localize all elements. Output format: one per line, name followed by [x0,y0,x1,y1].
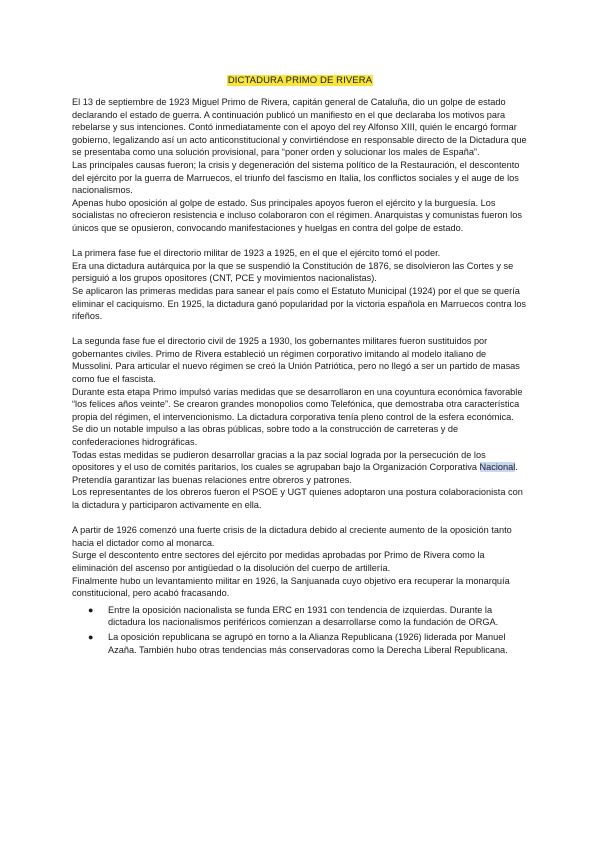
paragraph: A partir de 1926 comenzó una fuerte crisis de la dictadura debido al creciente aumento de la oposición tanto hacia el dictador como al monarca. [72,525,512,548]
spacer [72,323,528,336]
paragraph: Durante esta etapa Primo impulsó varias medidas que se desarrollaron en una coyuntura económica favorable “los felices años veinte”. Se crearon grandes monopolios como Telefónica, que demostraba otra característica propia del régimen, el intervencionismo. La dictadura corporativa tenía pleno control de la esfera económica. [72,386,523,422]
paragraph: Las principales causas fueron; la crisis y degeneración del sistema político de la Restauración, el descontento del ejército por la guerra de Marruecos, el triunfo del fascismo en Italia, los conflictos sociales y el auge de los nacionalismos. [72,159,520,196]
spacer [72,235,528,248]
list-item-text: Entre la oposición nacionalista se funda ERC en 1931 con tendencia de izquierdas. Durante la dictadura los nacionalismos periféricos comienzan a desarrollarse como la fundación de ORGA. [108,604,499,628]
paragraph: Los representantes de los obreros fueron el PSOE y UGT quienes adoptaron una postura colaboracionista con la dictadura y participaron activamente en ella. [72,487,523,510]
paragraph-with-highlight [72,449,528,487]
paragraph: La primera fase fue el directorio militar de 1923 a 1925, en el que el ejército tomó el poder. [72,248,441,259]
title-wrap [72,70,528,88]
paragraph: Se dio un notable impulso a las obras públicas, sobre todo a la construcción de carreteras y de confederaciones hidrográficas. [72,424,459,448]
bullet-list [72,604,528,656]
section-second-phase [72,335,528,511]
highlighted-text[interactable]: Nacional [479,462,516,473]
list-item [88,631,528,656]
paragraph: Apenas hubo oposición al golpe de estado. Sus principales apoyos fueron el ejército y la burguesía. Los socialistas no ofrecieron resistencia e incluso colaboraron con el régimen. Anarquistas y comunistas fueron los únicos que se opusieron, convocando manifestaciones y huelgas en contra del golpe de estado. [72,197,522,233]
paragraph: El 13 de septiembre de 1923 Miguel Primo de Rivera, capitán general de Cataluña, dio un golpe de estado declarando el estado de guerra. A continuación publicó un manifiesto en el que declaraba los motivos para rebelarse y sus intenciones. Contó inmediatamente con el apoyo del rey Alfonso XIII, quién le encargó formar gobierno, legalizando así un acto anticonstitucional y convirtiéndose en responsable directo de la Dictadura que se presentaba como una solución provisional, para “poner orden y solucionar los males de España”. [72,97,527,158]
paragraph: La segunda fase fue el directorio civil de 1925 a 1930, los gobernantes militares fueron sustituidos por gobernantes civiles. Primo de Rivera estableció un régimen corporativo imitando al modelo italiano de Mussolini. Para articular el nuevo régimen se creó la Unión Patriótica, pero no llegó a ser un partido de masas como fue el fascista. [72,336,520,385]
spacer [72,512,528,525]
paragraph: Finalmente hubo un levantamiento militar en 1926, la Sanjuanada cuyo objetivo era recuperar la monarquía constitucional, pero acabó fracasando. [72,575,510,599]
list-item-text: La oposición republicana se agrupó en torno a la Alianza Republicana (1926) liderada por Manuel Azaña. También hubo otras tendencias más conservadoras como la Derecha Liberal Republicana. [108,631,508,655]
document-title: DICTADURA PRIMO DE RIVERA [227,75,373,86]
bullet-icon: ● [88,604,94,615]
section-intro [72,96,528,235]
text-run: . Pretendía garantizar las buenas relaciones entre obreros y patrones. [72,462,518,485]
section-crisis [72,524,528,656]
paragraph: Surge el descontento entre sectores del ejército por medidas aprobadas por Primo de Rivera como la eliminación del ascenso por antigüedad o la disolución del cuerpo de artillería. [72,550,485,573]
paragraph: Se aplicaron las primeras medidas para sanear el país como el Estatuto Municipal (1924) por el que se quería eliminar el caciquismo. En 1925, la dictadura ganó popularidad por la victoria española en Marruecos contra los rifeños. [72,285,527,322]
bullet-icon: ● [88,631,94,642]
paragraph: Era una dictadura autárquica por la que se suspendió la Constitución de 1876, se disolvieron las Cortes y se persiguió a los grupos opositores (CNT, PCE y movimientos nacionalistas). [72,260,514,284]
section-first-phase [72,247,528,323]
text-run: Todas estas medidas se pudieron desarrollar gracias a la paz social lograda por la persecución de los opositores y el uso de comités paritarios, los cuales se agrupaban bajo la Organización Corporativa [72,449,486,473]
list-item [88,604,528,629]
